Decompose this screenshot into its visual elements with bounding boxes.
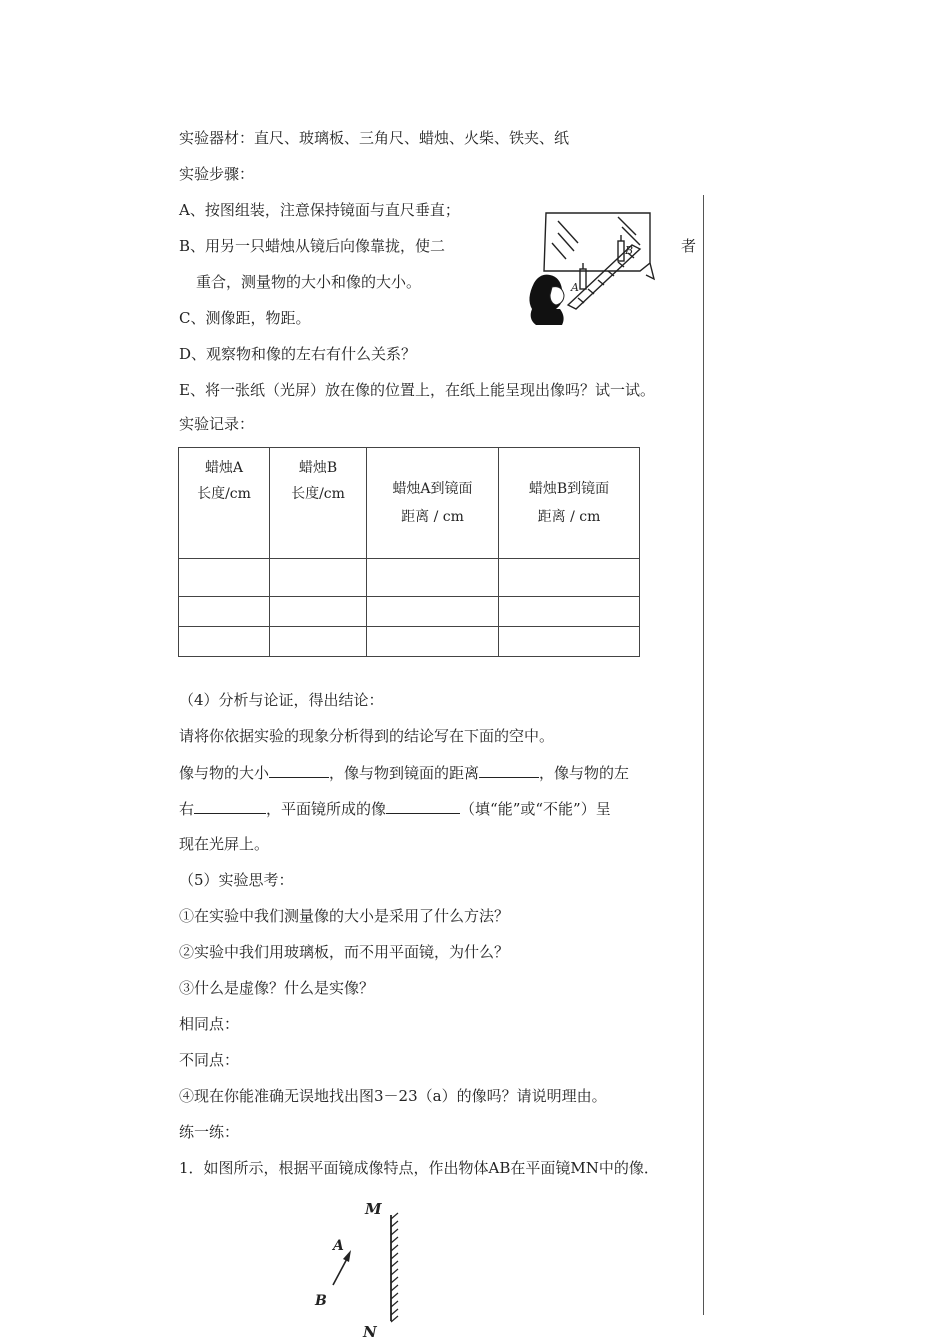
step-b-tail: 者 [681,237,697,255]
label-a: A [333,1238,344,1254]
experiment-illustration [522,205,662,330]
header-candle-a-distance: 蜡烛A到镜面 距离 / cm [367,448,499,559]
blank-size[interactable] [269,762,329,778]
arrow-head [343,1250,351,1262]
same-points: 相同点： [179,1015,240,1033]
conclusion-line-1: 像与物的大小 ，像与物到镜面的距离 ，像与物的左 [179,764,630,782]
record-title: 实验记录： [179,415,255,433]
conclusion-line-2: 右 ，平面镜所成的像 （填“能”或“不能”）呈 [179,800,611,818]
blank-left-right[interactable] [194,798,266,814]
equipment-line: 实验器材：直尺、玻璃板、三角尺、蜡烛、火柴、铁夹、纸 [179,129,570,147]
table-cell[interactable] [270,627,367,657]
table-cell[interactable] [499,597,640,627]
steps-title: 实验步骤： [179,165,255,183]
label-b: B [315,1293,327,1309]
table-cell[interactable] [367,627,499,657]
table-cell[interactable] [499,559,640,597]
table-cell[interactable] [270,597,367,627]
table-cell[interactable] [499,627,640,657]
practice-title: 练一练： [179,1123,240,1141]
conclusion-line-3: 现在光屏上。 [179,835,270,853]
blank-can-or-not[interactable] [386,798,460,814]
label-n: N [363,1323,377,1340]
step-d: D、观察物和像的左右有什么关系？ [179,345,417,363]
header-candle-a-length: 蜡烛A 长度/cm [179,448,270,559]
table-cell[interactable] [179,627,270,657]
step-e: E、将一张纸（光屏）放在像的位置上，在纸上能呈现出像吗？试一试。 [179,381,655,399]
table-cell[interactable] [179,559,270,597]
step-b-continued: 重合，测量物的大小和像的大小。 [196,273,422,291]
label-m: M [365,1200,382,1218]
photo-label-b: B [625,244,634,257]
diff-points: 不同点： [179,1051,240,1069]
table-cell[interactable] [367,559,499,597]
step-a: A、按图组装，注意保持镜面与直尺垂直； [179,201,460,219]
step-b: B、用另一只蜡烛从镜后向像靠拢，使二 [179,237,446,255]
table-header-row [179,448,640,559]
record-table [178,447,640,657]
header-candle-b-distance: 蜡烛B到镜面 距离 / cm [499,448,640,559]
header-candle-b-length: 蜡烛B 长度/cm [270,448,367,559]
question-4: ④现在你能准确无误地找出图3－23（a）的像吗？请说明理由。 [179,1087,607,1105]
table-row [179,559,640,597]
photo-label-a: A [571,281,579,294]
analysis-prompt: 请将你依据实验的现象分析得到的结论写在下面的空中。 [179,727,555,745]
table-cell[interactable] [270,559,367,597]
thinking-title: （5）实验思考： [179,871,294,889]
table-row [179,627,640,657]
question-2: ②实验中我们用玻璃板，而不用平面镜，为什么？ [179,943,510,961]
table-cell[interactable] [367,597,499,627]
table-row [179,597,640,627]
mirror-figure [305,1195,415,1340]
question-1: ①在实验中我们测量像的大小是采用了什么方法？ [179,907,510,925]
practice-1: 1．如图所示，根据平面镜成像特点，作出物体AB在平面镜MN中的像． [179,1159,659,1177]
analysis-title: （4）分析与论证，得出结论： [179,691,384,709]
step-c: C、测像距，物距。 [179,309,311,327]
blank-distance[interactable] [479,762,539,778]
margin-line [703,195,704,1315]
table-cell[interactable] [179,597,270,627]
question-3: ③什么是虚像？什么是实像？ [179,979,375,997]
